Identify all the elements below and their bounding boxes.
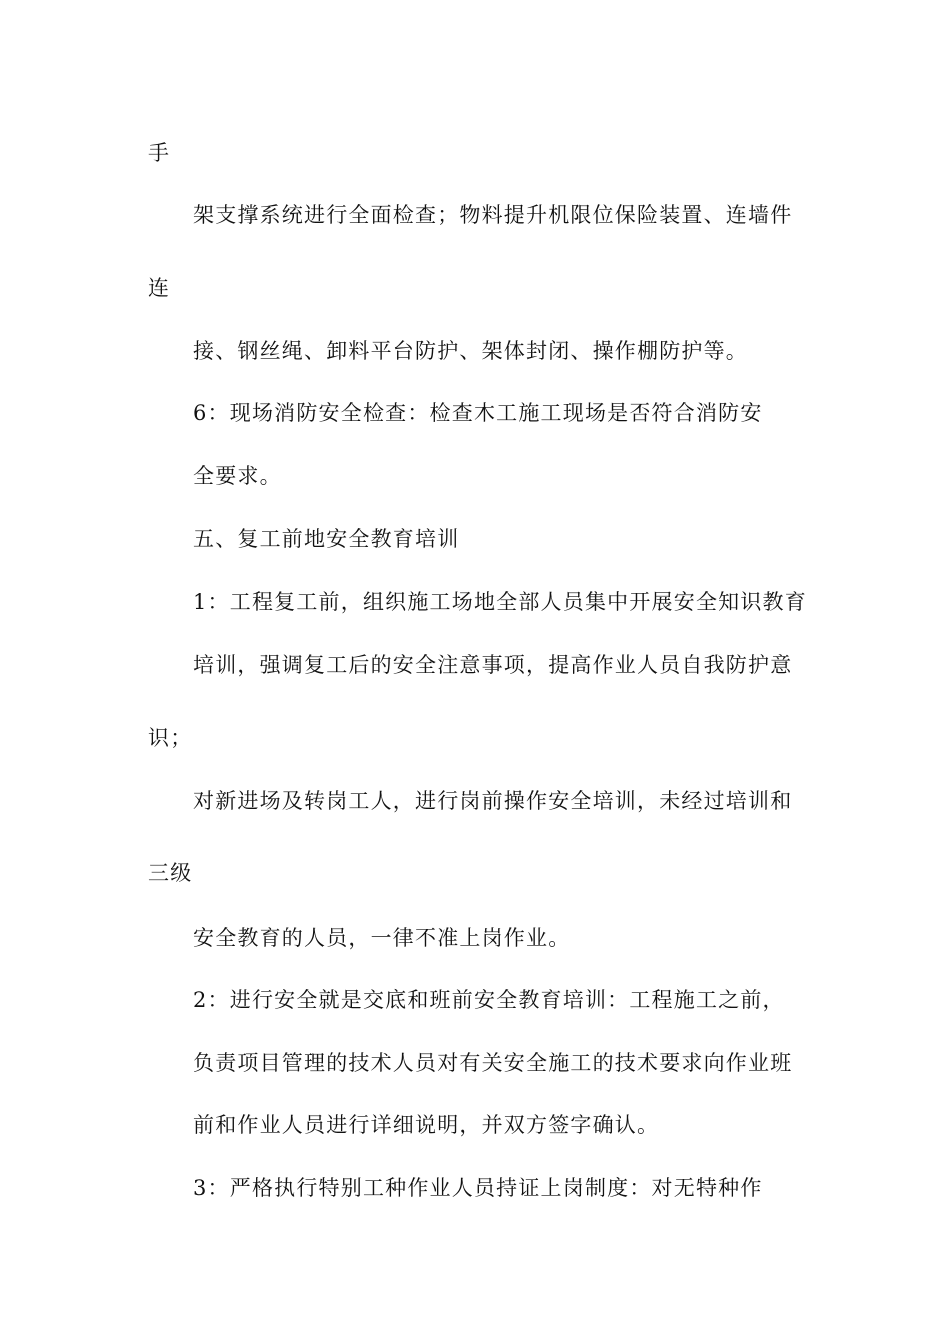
text-line: 前和作业人员进行详细说明，并双方签字确认。 [193,1113,660,1137]
text-line: 识； [148,726,193,750]
text-line: 全要求。 [193,464,282,488]
text-line: 2：进行安全就是交底和班前安全教育培训：工程施工之前， [193,988,785,1012]
text-line: 手 [148,141,171,165]
text-line: 安全教育的人员，一律不准上岗作业。 [193,926,571,950]
text-line: 负责项目管理的技术人员对有关安全施工的技术要求向作业班 [193,1051,793,1075]
text-line: 培训，强调复工后的安全注意事项，提高作业人员自我防护意 [193,653,793,677]
text-line: 6：现场消防安全检查：检查木工施工现场是否符合消防安 [193,401,763,425]
text-line: 3：严格执行特别工种作业人员持证上岗制度：对无特种作 [193,1176,763,1200]
text-line: 对新进场及转岗工人，进行岗前操作安全培训，未经过培训和 [193,789,793,813]
section-heading: 五、复工前地安全教育培训 [193,527,460,551]
text-line: 连 [148,276,171,300]
text-line: 接、钢丝绳、卸料平台防护、架体封闭、操作棚防护等。 [193,339,748,363]
text-line: 1：工程复工前，组织施工场地全部人员集中开展安全知识教育 [193,590,807,614]
text-line: 三级 [148,861,193,885]
text-line: 架支撑系统进行全面检查；物料提升机限位保险装置、连墙件 [193,203,793,227]
